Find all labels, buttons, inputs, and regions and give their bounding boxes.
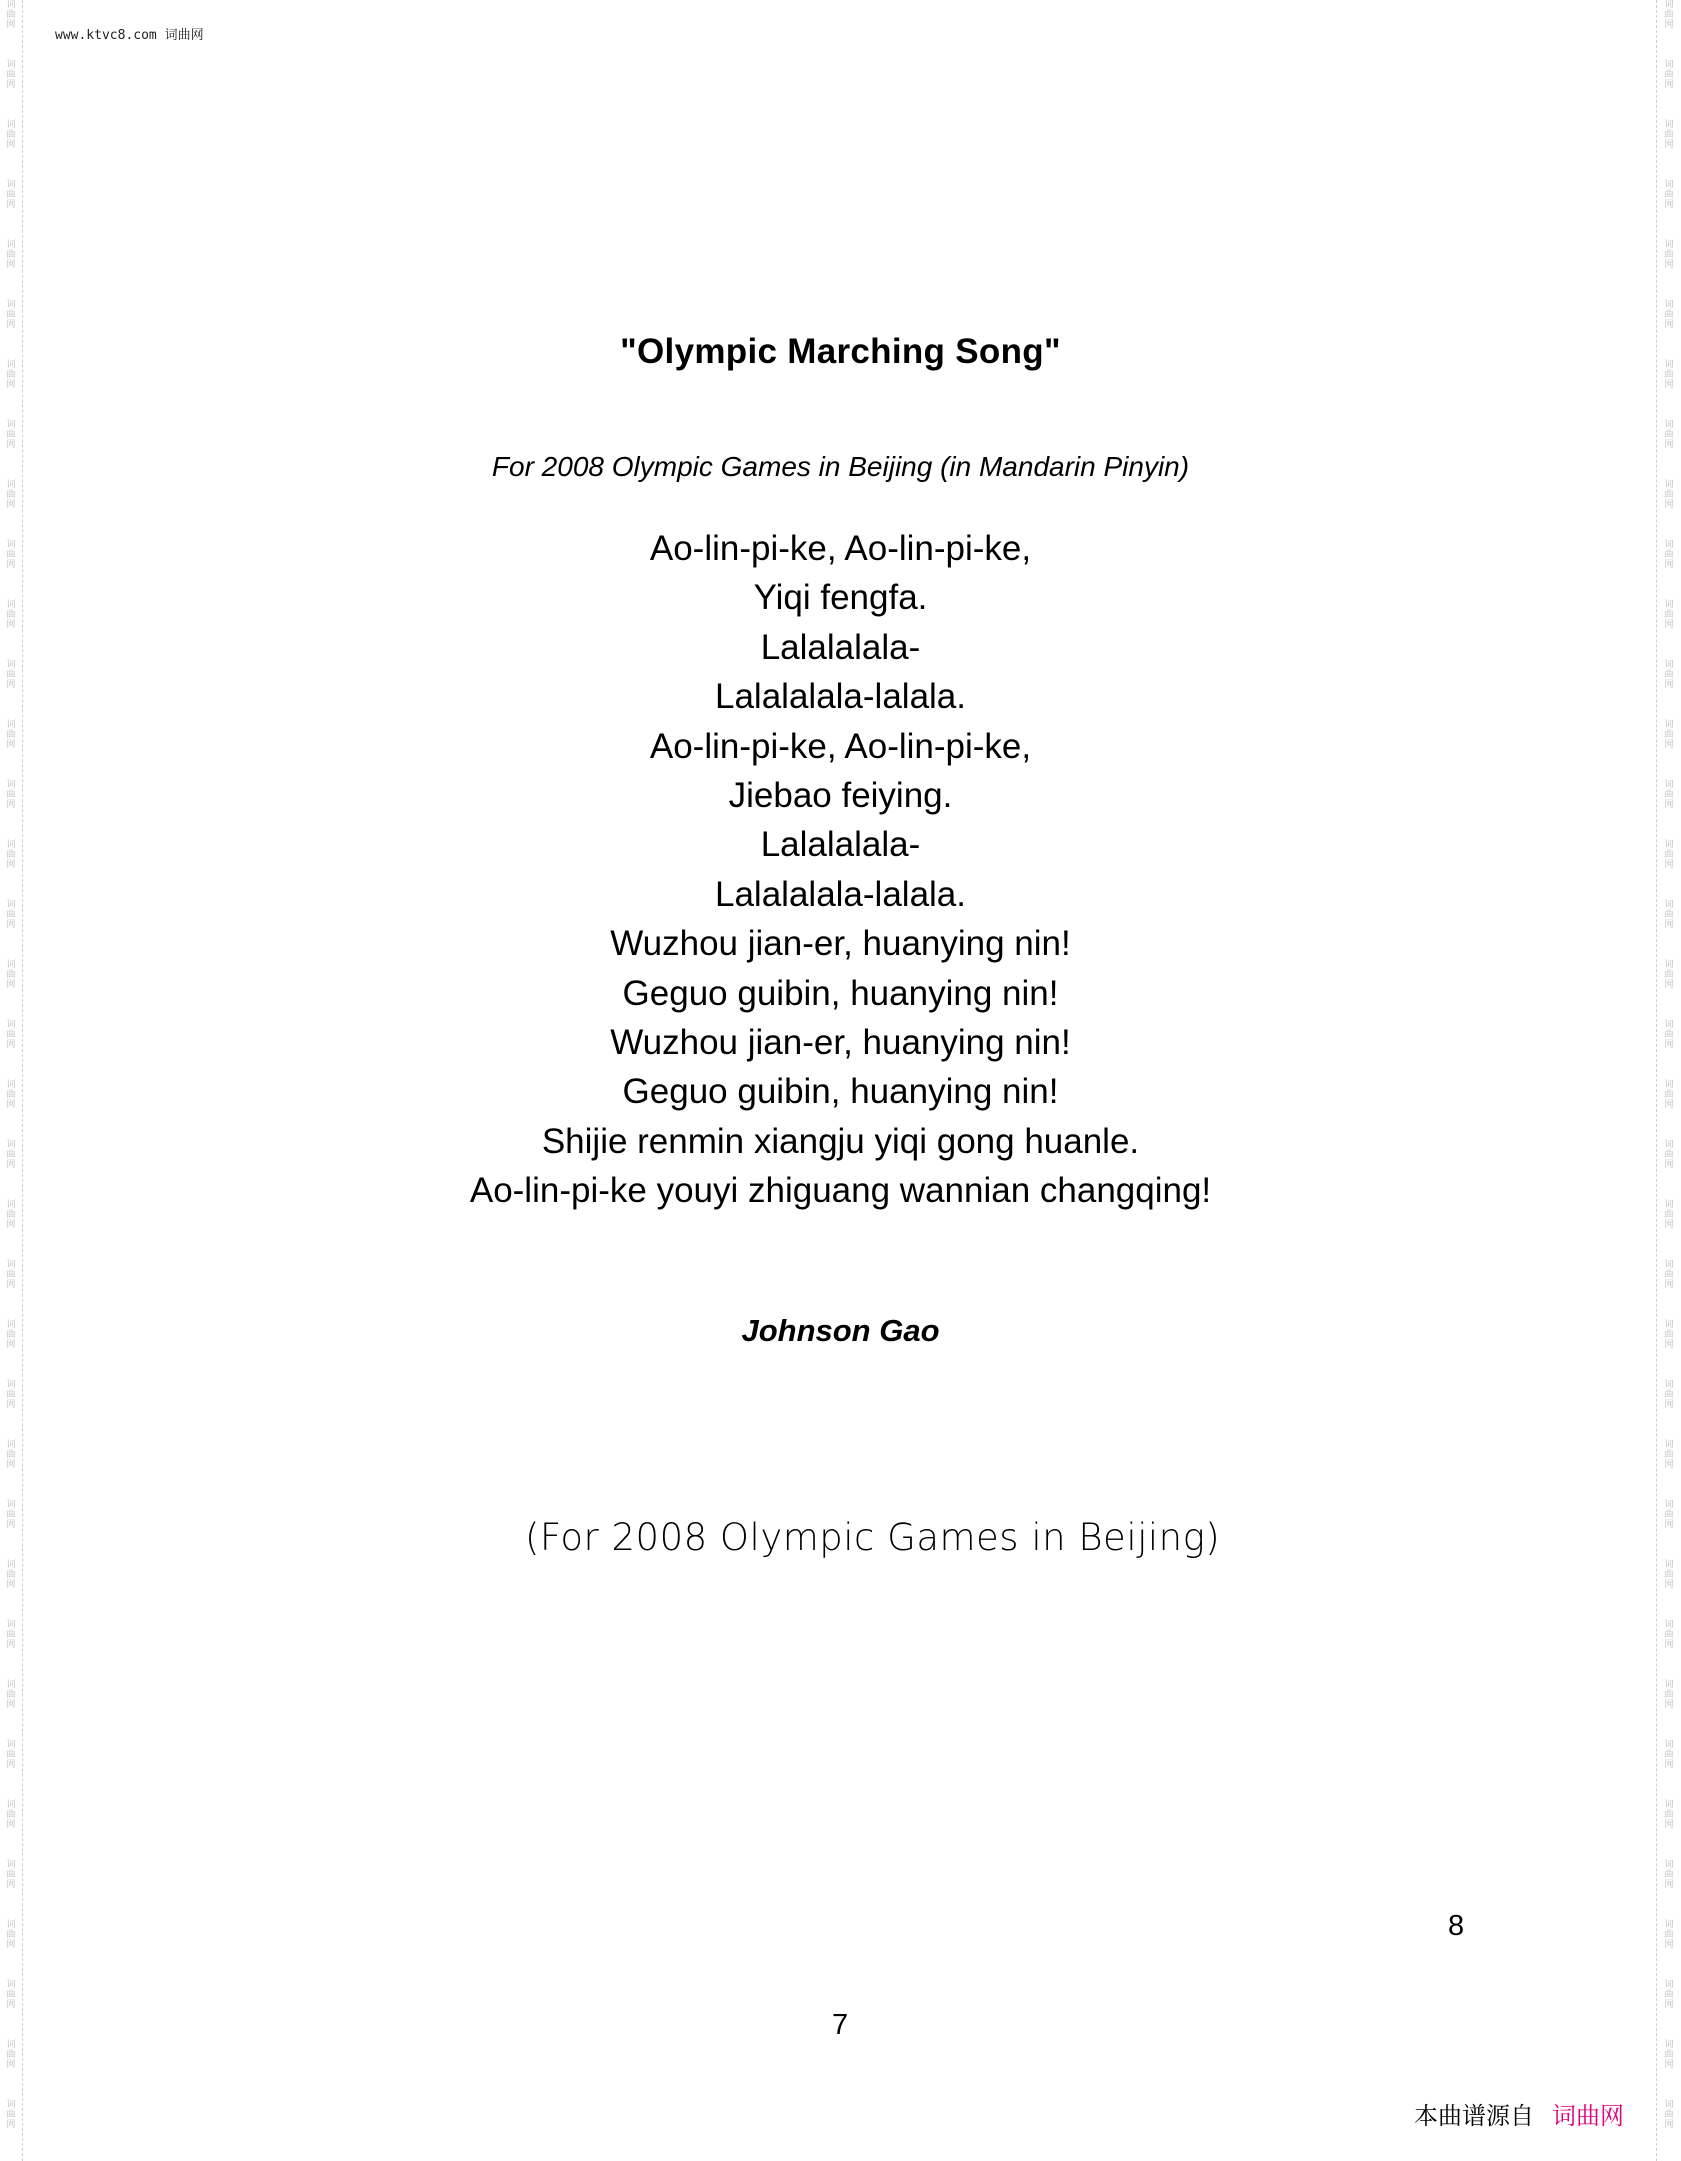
watermark-text: 词曲网 [1664,720,1674,750]
watermark-text: 词曲网 [6,420,16,450]
watermark-text: 词曲网 [1664,1380,1674,1410]
source-label: 本曲谱源自 [1414,2102,1534,2130]
watermark-text: 词曲网 [1664,1740,1674,1770]
watermark-text: 词曲网 [6,1260,16,1290]
watermark-text: 词曲网 [1664,540,1674,570]
lyric-line: Shijie renmin xiangju yiqi gong huanle. [541,1121,1140,1161]
watermark-text: 词曲网 [6,660,16,690]
lyric-line: Lalalalala-lalala. [715,874,966,914]
watermark-text: 词曲网 [1664,660,1674,690]
watermark-text: 词曲网 [6,240,16,270]
lyric-line: Lalalalala- [760,627,921,667]
watermark-text: 词曲网 [1664,1020,1674,1050]
watermark-text: 词曲网 [1664,480,1674,510]
page-number-upper: 8 [1448,1910,1465,1942]
watermark-text: 词曲网 [1664,780,1674,810]
watermark-text: 词曲网 [1664,1920,1674,1950]
lyric-line: Lalalalala- [760,825,921,865]
lyric-line: Jiebao feiying. [728,775,953,815]
song-subtitle: For 2008 Olympic Games in Beijing (in Mandarin Pinyin) [491,451,1190,482]
watermark-text: 词曲网 [1664,600,1674,630]
lyric-line: Ao-lin-pi-ke, Ao-lin-pi-ke, [649,726,1032,766]
watermark-text: 词曲网 [1664,1620,1674,1650]
page-number-lower: 7 [832,2009,849,2041]
watermark-text: 词曲网 [6,900,16,930]
watermark-text: 词曲网 [1664,900,1674,930]
watermark-text: 词曲网 [6,1140,16,1170]
watermark-text: 词曲网 [6,1980,16,2010]
watermark-text: 词曲网 [1664,840,1674,870]
watermark-text: 词曲网 [6,180,16,210]
watermark-text: 词曲网 [1664,420,1674,450]
watermark-text: 词曲网 [1664,60,1674,90]
watermark-text: 词曲网 [1664,2040,1674,2070]
dedication-note: (For 2008 Olympic Games in Beijing) [525,1516,1221,1559]
watermark-text: 词曲网 [6,1740,16,1770]
watermark-text: 词曲网 [6,1560,16,1590]
source-site-link[interactable]: 词曲网 [1552,2102,1624,2130]
watermark-text: 词曲网 [6,360,16,390]
watermark-text: 词曲网 [6,1680,16,1710]
watermark-text: 词曲网 [1664,360,1674,390]
watermark-text: 词曲网 [1664,1860,1674,1890]
watermark-text: 词曲网 [6,960,16,990]
watermark-text: 词曲网 [6,1020,16,1050]
author-name: Johnson Gao [741,1313,940,1348]
watermark-text: 词曲网 [6,1620,16,1650]
watermark-text: 词曲网 [6,1800,16,1830]
watermark-text: 词曲网 [1664,2100,1674,2130]
watermark-text: 词曲网 [6,540,16,570]
watermark-text: 词曲网 [6,2040,16,2070]
watermark-text: 词曲网 [6,0,16,30]
watermark-text: 词曲网 [6,720,16,750]
watermark-text: 词曲网 [1664,1500,1674,1530]
lyrics-block [0,524,1681,1215]
watermark-text: 词曲网 [1664,1680,1674,1710]
watermark-text: 词曲网 [6,60,16,90]
watermark-text: 词曲网 [1664,120,1674,150]
watermark-text: 词曲网 [1664,180,1674,210]
watermark-text: 词曲网 [6,300,16,330]
watermark-text: 词曲网 [6,1440,16,1470]
lyric-line: Wuzhou jian-er, huanying nin! [610,1022,1071,1062]
watermark-text: 词曲网 [1664,0,1674,30]
lyric-line: Geguo guibin, huanying nin! [622,973,1059,1013]
watermark-text: 词曲网 [1664,1440,1674,1470]
watermark-text: 词曲网 [6,1320,16,1350]
watermark-text: 词曲网 [6,1500,16,1530]
lyric-line: Geguo guibin, huanying nin! [622,1072,1059,1112]
watermark-text: 词曲网 [1664,1080,1674,1110]
watermark-text: 词曲网 [6,780,16,810]
watermark-text: 词曲网 [6,480,16,510]
lyric-line: Lalalalala-lalala. [715,677,966,717]
watermark-text: 词曲网 [1664,240,1674,270]
site-url: www.ktvc8.com 词曲网 [55,28,204,43]
lyric-line: Ao-lin-pi-ke, Ao-lin-pi-ke, [649,529,1032,568]
lyric-line: Wuzhou jian-er, huanying nin! [610,924,1071,964]
watermark-text: 词曲网 [1664,1980,1674,2010]
watermark-text: 词曲网 [1664,1260,1674,1290]
watermark-text: 词曲网 [6,1380,16,1410]
song-title: "Olympic Marching Song" [620,332,1061,371]
lyric-line: Yiqi fengfa. [753,578,928,618]
watermark-text: 词曲网 [1664,960,1674,990]
watermark-text: 词曲网 [1664,1560,1674,1590]
watermark-text: 词曲网 [6,2100,16,2130]
watermark-text: 词曲网 [6,120,16,150]
lyric-line: Ao-lin-pi-ke youyi zhiguang wannian changqing! [469,1171,1212,1211]
watermark-text: 词曲网 [6,600,16,630]
watermark-text: 词曲网 [1664,1140,1674,1170]
watermark-text: 词曲网 [6,1200,16,1230]
watermark-text: 词曲网 [1664,300,1674,330]
watermark-text: 词曲网 [1664,1800,1674,1830]
watermark-text: 词曲网 [6,1080,16,1110]
watermark-text: 词曲网 [1664,1320,1674,1350]
watermark-text: 词曲网 [1664,1200,1674,1230]
watermark-text: 词曲网 [6,1860,16,1890]
watermark-text: 词曲网 [6,840,16,870]
watermark-text: 词曲网 [6,1920,16,1950]
